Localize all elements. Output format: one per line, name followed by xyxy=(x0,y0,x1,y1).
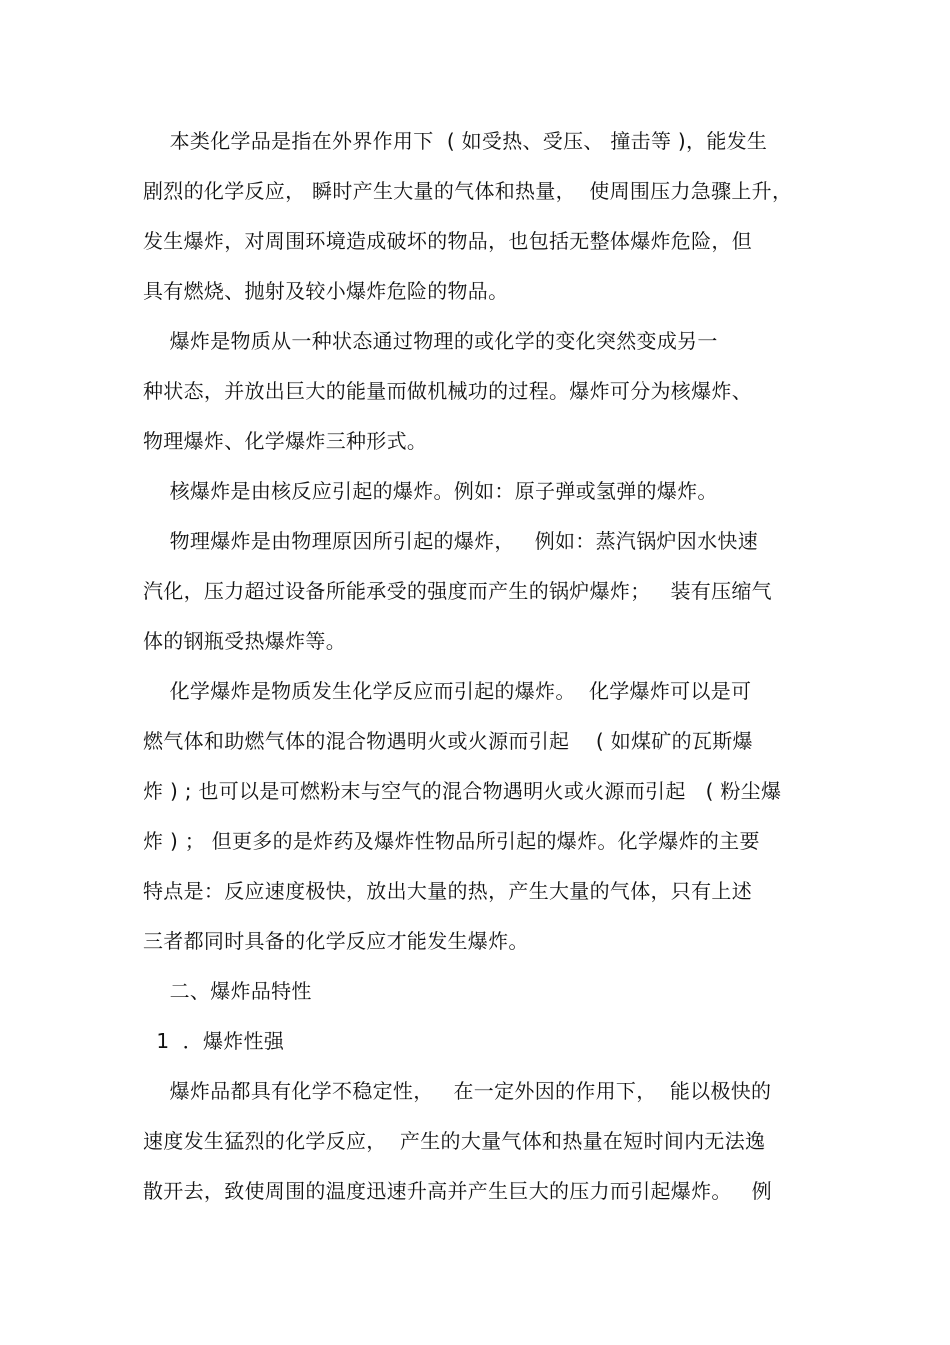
text-line: 种状态，并放出巨大的能量而做机械功的过程。爆炸可分为核爆炸、 xyxy=(143,379,752,403)
text-line: 发生爆炸，对周围环境造成破坏的物品，也包括无整体爆炸危险，但 xyxy=(143,229,752,253)
text-line: 具有燃烧、抛射及较小爆炸危险的物品。 xyxy=(143,279,509,303)
text-line: 特点是：反应速度极快，放出大量的热，产生大量的气体，只有上述 xyxy=(143,879,752,903)
text-line: 剧烈的化学反应， 瞬时产生大量的气体和热量， 使周围压力急骤上升， xyxy=(143,179,793,203)
text-line: 爆炸是物质从一种状态通过物理的或化学的变化突然变成另一 xyxy=(143,329,718,353)
text-line: 化学爆炸是物质发生化学反应而引起的爆炸。 化学爆炸可以是可 xyxy=(143,679,752,703)
text-line: 体的钢瓶受热爆炸等。 xyxy=(143,629,346,653)
text-line: 核爆炸是由核反应引起的爆炸。例如：原子弹或氢弹的爆炸。 xyxy=(143,479,718,503)
text-line: 三者都同时具备的化学反应才能发生爆炸。 xyxy=(143,929,529,953)
text-line: 散开去，致使周围的温度迅速升高并产生巨大的压力而引起爆炸。 例 xyxy=(143,1179,772,1203)
subsection-heading: 1 ．爆炸性强 xyxy=(143,1029,285,1053)
text-line: 本类化学品是指在外界作用下 ( 如受热、受压、 撞击等 )，能发生 xyxy=(143,129,768,153)
text-line: 炸 ) ; 也可以是可燃粉末与空气的混合物遇明火或火源而引起 ( 粉尘爆 xyxy=(143,779,782,803)
section-heading: 二、爆炸品特性 xyxy=(143,979,312,1003)
text-line: 汽化，压力超过设备所能承受的强度而产生的锅炉爆炸； 装有压缩气 xyxy=(143,579,772,603)
text-line: 物理爆炸、化学爆炸三种形式。 xyxy=(143,429,428,453)
text-line: 速度发生猛烈的化学反应， 产生的大量气体和热量在短时间内无法逸 xyxy=(143,1129,766,1153)
text-line: 炸 ) ； 但更多的是炸药及爆炸性物品所引起的爆炸。化学爆炸的主要 xyxy=(143,829,760,853)
text-line: 燃气体和助燃气体的混合物遇明火或火源而引起 ( 如煤矿的瓦斯爆 xyxy=(143,729,753,753)
text-line: 物理爆炸是由物理原因所引起的爆炸， 例如：蒸汽锅炉因水快速 xyxy=(143,529,759,553)
text-line: 爆炸品都具有化学不稳定性， 在一定外因的作用下， 能以极快的 xyxy=(143,1079,772,1103)
